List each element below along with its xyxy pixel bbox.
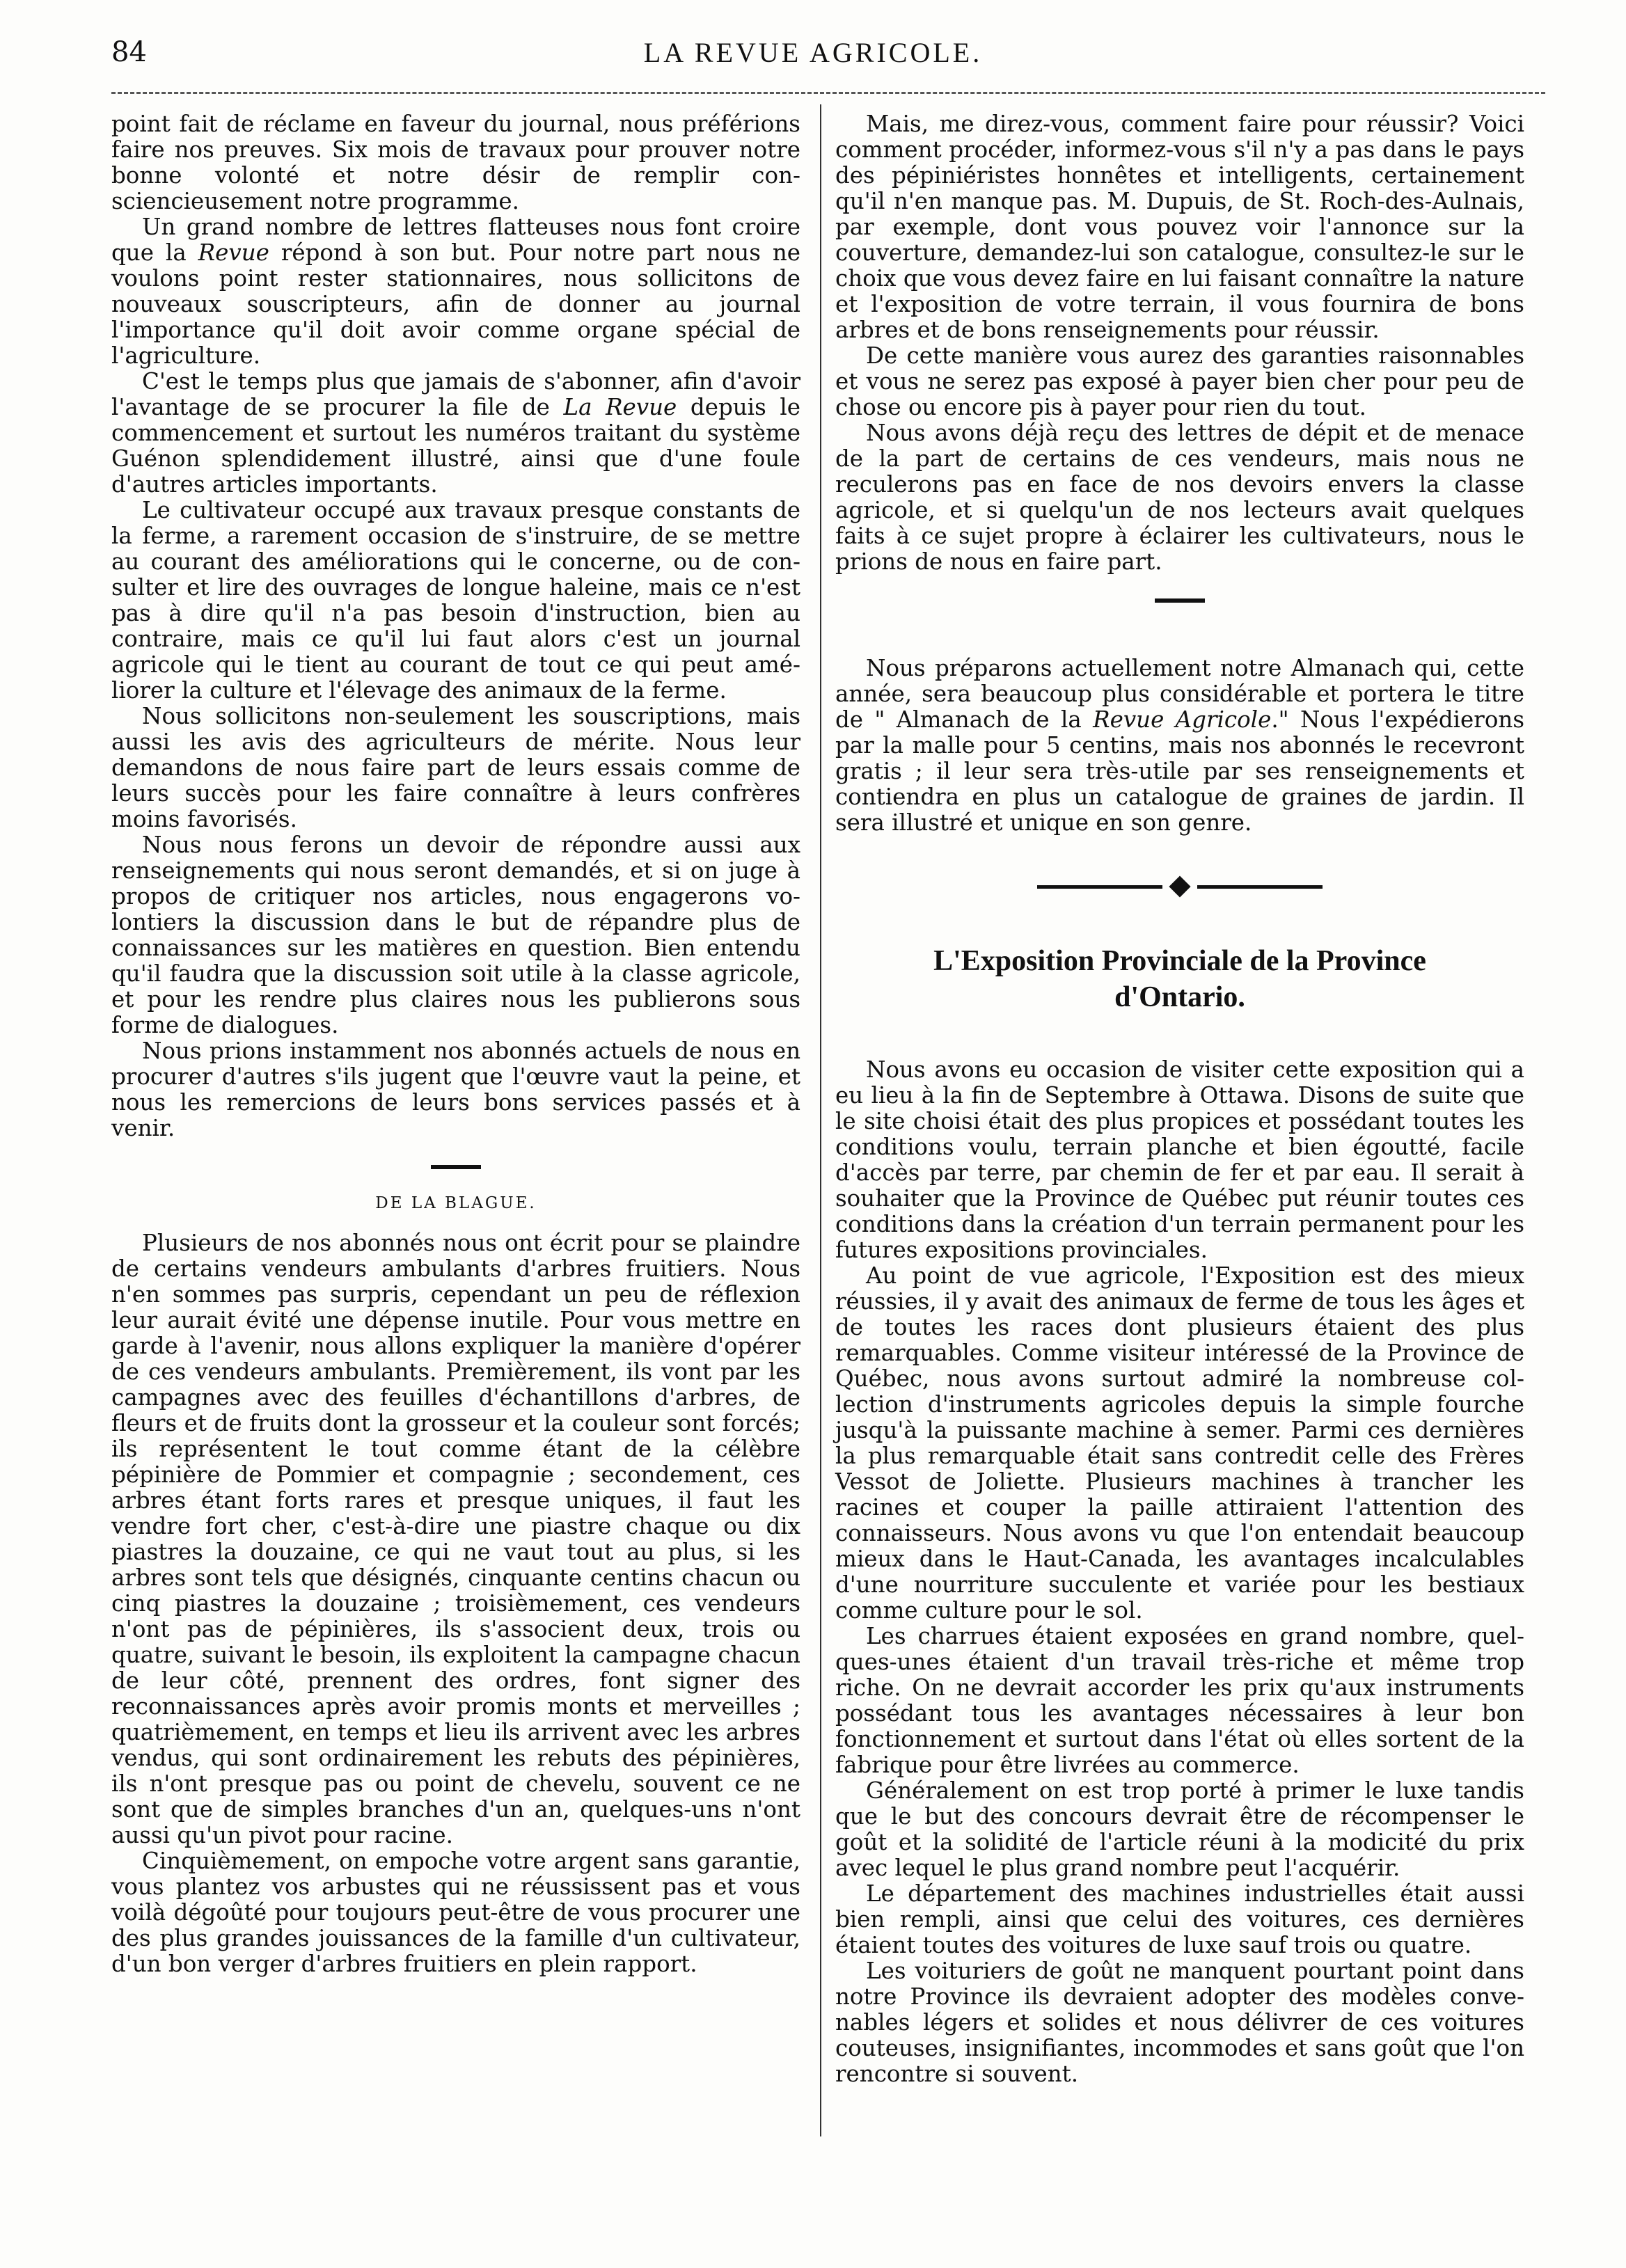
- paragraph: Les charrues étaient exposées en grand nombre, quelques-unes étaient d'un travail très-riche et même trop riche. On ne devrait accorder les prix qu'aux instruments possédant tous les avantages nécessaires à leur bon fonctionnement et surtout dans l'état où elles sortent de la fabrique pour être livrées au commerce.: [835, 1623, 1524, 1778]
- paragraph: Plusieurs de nos abonnés nous ont écrit pour se plaindre de certains vendeurs ambulants d'arbres fruitiers. Nous n'en sommes pas surpris, cependant un peu de réflexion leur aurait évité une dépense inutile. Pour vous mettre en garde à l'avenir, nous allons expliquer la manière d'opérer de ces vendeurs ambulants. Premièrement, ils vont par les campagnes avec des feuilles d'échantillons d'arbres, de fleurs et de fruits dont la grosseur et la couleur sont forcés; ils représentent le tout comme étant de la célèbre pépinière de Pommier et compagnie ; secondement, ces arbres étant forts rares et presque uniques, il faut les vendre fort cher, c'est-à-dire une piastre chaque ou dix piastres la douzaine, ce qui ne vaut tout au plus, si les arbres sont tels que désignés, cinquante centins chacun ou cinq piastres la douzaine ; troisièmement, ces vendeurs n'ont pas de pépinières, ils s'associent deux, trois ou quatre, suivant le besoin, ils exploitent la campagne chacun de leur côté, prennent des ordres, font signer des reconnaissances après avoir promis monts et merveilles ; quatrièmement, en temps et lieu ils arrivent avec les arbres vendus, qui sont ordinairement les rebuts des pépinières, ils n'ont presque pas ou point de chevelu, souvent ce ne sont que de simples branches d'un an, quelques-uns n'ont aussi qu'un pivot pour racine.: [111, 1230, 800, 1848]
- left-column: [111, 111, 800, 1977]
- paragraph: De cette manière vous aurez des garanties raisonnables et vous ne serez pas exposé à payer bien cher pour peu de chose ou encore pis à payer pour rien du tout.: [835, 342, 1524, 420]
- paragraph: Le département des machines industrielles était aussi bien rempli, ainsi que celui des voitures, ces dernières étaient toutes des voitures de luxe sauf trois ou quatre.: [835, 1880, 1524, 1958]
- section-rule: [431, 1165, 481, 1169]
- paragraph: Cinquièmement, on empoche votre argent sans garantie, vous plantez vos arbustes qui ne réussissent pas et vous voilà dégoûté pour toujours peut-être de vous procurer une des plus grandes jouissances de la famille d'un cultivateur, d'un bon verger d'arbres fruitiers en plein rapport.: [111, 1848, 800, 1977]
- italic-title: Revue Agricole: [1093, 706, 1272, 733]
- paragraph: Nous préparons actuellement notre Almanach qui, cette année, sera beaucoup plus considérable et portera le titre de " Almanach de la Revue Agricole." Nous l'expédierons par la malle pour 5 centins, mais nos abonnés le recevront gratis ; il leur sera très-utile par ses renseignements et contiendra en plus un catalogue de graines de jardin. Il sera illustré et unique en son genre.: [835, 655, 1524, 836]
- right-column: [835, 111, 1524, 2087]
- paragraph: C'est le temps plus que jamais de s'abonner, afin d'avoir l'avantage de se procurer la file de La Revue depuis le commencement et surtout les numéros traitant du système Guénon splendidement illustré, ainsi que d'une foule d'autres articles importants.: [111, 368, 800, 498]
- italic-title: La Revue: [563, 394, 677, 420]
- paragraph: Nous nous ferons un devoir de répondre aussi aux renseignements qui nous seront demandés, et si on juge à propos de critiquer nos articles, nous engagerons volontiers la discussion dans le but de répandre plus de connaissances sur les matières en question. Bien entendu qu'il faudra que la discussion soit utile à la classe agricole, et pour les rendre plus claires nous les publierons sous forme de dialogues.: [111, 832, 800, 1038]
- paragraph: Mais, me direz-vous, comment faire pour réussir? Voici comment procéder, informez-vous s'il n'y a pas dans le pays des pépiniéristes honnêtes et intelligents, certainement qu'il n'en manque pas. M. Dupuis, de St. Roch-des-Aulnais, par exemple, dont vous pouvez voir l'annonce sur la couverture, demandez-lui son catalogue, consultez-le sur le choix que vous devez faire en lui faisant connaître la nature et l'exposition de votre terrain, il vous fournira de bons arbres et de bons renseignements pour réussir.: [835, 111, 1524, 343]
- paragraph: Le cultivateur occupé aux travaux presque constants de la ferme, a rarement occasion de s'instruire, de se mettre au courant des améliorations qui le concerne, ou de consulter et lire des ouvrages de longue haleine, mais ce n'est pas à dire qu'il n'a pas besoin d'instruction, bien au contraire, mais ce qu'il lui faut alors c'est un journal agricole qui le tient au courant de tout ce qui peut améliorer la culture et l'élevage des animaux de la ferme.: [111, 497, 800, 704]
- italic-title: Revue: [198, 239, 269, 266]
- page-number: 84: [111, 36, 147, 68]
- running-title: LA REVUE AGRICOLE.: [643, 37, 983, 68]
- paragraph: Nous avons déjà reçu des lettres de dépit et de menace de la part de certains de ces vendeurs, mais nous ne reculerons pas en face de nos devoirs envers la classe agricole, et si quelqu'un de nos lecteurs avait quelques faits à ce sujet propre à éclairer les cultivateurs, nous le prions de nous en faire part.: [835, 420, 1524, 575]
- header-rule: [111, 92, 1545, 94]
- section-rule: [1155, 598, 1205, 603]
- paragraph: Nous avons eu occasion de visiter cette exposition qui a eu lieu à la fin de Septembre à Ottawa. Disons de suite que le site choisi était des plus propices et possédant toutes les conditions voulu, terrain planche et bien égoutté, facile d'accès par terre, par chemin de fer et par eau. Il serait à souhaiter que la Province de Québec put réunir toutes ces conditions dans la création d'un terrain permanent pour les futures expositions provinciales.: [835, 1056, 1524, 1263]
- paragraph: Les voituriers de goût ne manquent pourtant point dans notre Province ils devraient adopter des modèles convenables légers et solides et nous délivrer de ces voitures couteuses, insignifiantes, incommodes et sans goût que l'on rencontre si souvent.: [835, 1958, 1524, 2087]
- column-divider: [820, 104, 821, 2136]
- ornament-divider: [835, 879, 1524, 894]
- paragraph: Au point de vue agricole, l'Exposition est des mieux réussies, il y avait des animaux de ferme de tous les âges et de toutes les races dont plusieurs étaient des plus remarquables. Comme visiteur intéressé de la Province de Québec, nous avons surtout admiré la nombreuse collection d'instruments agricoles depuis la simple fourche jusqu'à la puissante machine à semer. Parmi ces dernières la plus remarquable était sans contredit celle des Frères Vessot de Joliette. Plusieurs machines à trancher les racines et couper la paille attiraient l'attention des connaisseurs. Nous avons vu que l'on entendait beaucoup mieux dans le Haut-Canada, les avantages incalculables d'une nourriture succulente et variée pour les bestiaux comme culture pour le sol.: [835, 1262, 1524, 1624]
- section-title: L'Exposition Provinciale de la Province d'Ontario.: [933, 945, 1426, 1013]
- paragraph: Nous prions instamment nos abonnés actuels de nous en procurer d'autres s'ils jugent que l'œuvre vaut la peine, et nous les remercions de leurs bons services passés et à venir.: [111, 1038, 800, 1141]
- section-subheading: DE LA BLAGUE.: [375, 1194, 537, 1212]
- paragraph: Un grand nombre de lettres flatteuses nous font croire que la Revue répond à son but. Pour notre part nous ne voulons point rester stationnaires, nous sollicitons de nouveaux souscripteurs, afin de donner au journal l'importance qu'il doit avoir comme organe spécial de l'agriculture.: [111, 214, 800, 369]
- page-header: [0, 0, 1626, 90]
- paragraph: Généralement on est trop porté à primer le luxe tandis que le but des concours devrait être de récompenser le goût et la solidité de l'article réuni à la modicité du prix avec lequel le plus grand nombre peut l'acquérir.: [835, 1777, 1524, 1881]
- paragraph: Nous sollicitons non-seulement les souscriptions, mais aussi les avis des agriculteurs de mérite. Nous leur demandons de nous faire part de leurs essais comme de leurs succès pour les faire connaître à leurs confrères moins favorisés.: [111, 703, 800, 832]
- paragraph: point fait de réclame en faveur du journal, nous préférions faire nos preuves. Six mois de travaux pour prouver notre bonne volonté et notre désir de remplir consciencieusement notre programme.: [111, 111, 800, 214]
